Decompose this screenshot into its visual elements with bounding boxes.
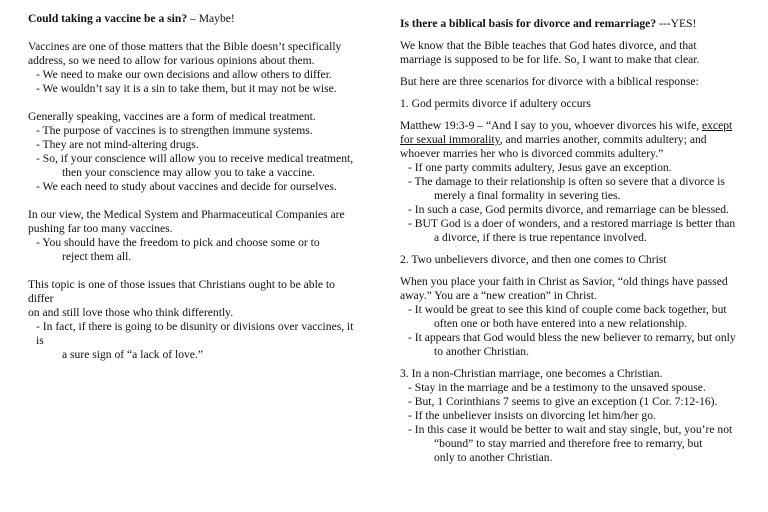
vaccine-paragraph-line: Vaccines are one of those matters that the Bible doesn’t specifically xyxy=(28,40,342,53)
vaccine-section xyxy=(28,12,363,96)
vaccine-bullet: - We wouldn’t say it is a sin to take them, but it may not be wise. xyxy=(36,82,337,95)
scenario-2 xyxy=(400,275,745,359)
intro-line: But here are three scenarios for divorce with a biblical response: xyxy=(400,75,699,88)
vaccine-heading xyxy=(28,12,363,26)
scenario-3 xyxy=(400,367,745,465)
scenario-1-bullet-continuation: a divorce, if there is true repentance involved. xyxy=(434,231,647,244)
vaccine-bullet: - We need to make our own decisions and allow others to differ. xyxy=(36,68,332,81)
system-section xyxy=(28,208,363,264)
divorce-answer: ---YES! xyxy=(656,17,697,30)
scenario-1-bullet-continuation: merely a final formality in severing ties. xyxy=(434,189,621,202)
scenario-3-bullet: - If the unbeliever insists on divorcing let him/her go. xyxy=(408,409,656,422)
system-paragraph-line: In our view, the Medical System and Pharmaceutical Companies are xyxy=(28,208,345,221)
scenario-1-bullet: - The damage to their relationship is often so severe that a divorce is xyxy=(408,175,725,188)
divorce-heading xyxy=(400,17,745,31)
scenario-1-bullet: - BUT God is a doer of wonders, and a restored marriage is better than xyxy=(408,217,736,230)
verse-text: , and marries another, commits adultery; and xyxy=(499,133,707,146)
intro-line: We know that the Bible teaches that God hates divorce, and that xyxy=(400,39,697,52)
verse-underlined: for sexual immorality xyxy=(400,133,500,146)
scenario-2-paragraph-line: When you place your faith in Christ as Savior, “old things have passed xyxy=(400,275,728,288)
love-bullet-continuation: a sure sign of “a lack of love.” xyxy=(62,348,203,361)
left-column xyxy=(28,12,363,376)
medical-bullet: - The purpose of vaccines is to strengthen immune systems. xyxy=(36,124,313,137)
scenario-3-heading: 3. In a non-Christian marriage, one becomes a Christian. xyxy=(400,367,663,380)
vaccine-answer: – Maybe! xyxy=(187,12,235,25)
scenario-1-bullet: - If one party commits adultery, Jesus gave an exception. xyxy=(408,161,672,174)
medical-section xyxy=(28,110,363,194)
medical-bullet: - So, if your conscience will allow you to receive medical treatment, xyxy=(36,152,354,165)
love-section xyxy=(28,278,363,362)
scenario-3-bullet-continuation: “bound” to stay married and therefore free to remarry, but xyxy=(434,437,703,450)
system-bullet-continuation: reject them all. xyxy=(62,250,132,263)
love-paragraph-line: on and still love those who think differently. xyxy=(28,306,234,319)
divorce-scenarios-intro xyxy=(400,75,745,89)
verse-underlined: except xyxy=(702,119,733,132)
scenario-3-bullet: - In this case it would be better to wait and stay single, but, you’re not xyxy=(408,423,733,436)
medical-bullet: - We each need to study about vaccines and decide for ourselves. xyxy=(36,180,337,193)
spacer xyxy=(28,26,363,40)
system-paragraph-line: pushing far too many vaccines. xyxy=(28,222,173,235)
verse-line xyxy=(400,119,745,133)
right-column xyxy=(400,17,745,465)
love-paragraph-line: This topic is one of those issues that Christians ought to be able to differ xyxy=(28,278,335,305)
scenario-2-heading: 2. Two unbelievers divorce, and then one comes to Christ xyxy=(400,253,667,266)
vaccine-paragraph-line: address, so we need to allow for various opinions about them. xyxy=(28,54,315,67)
scenario-1-heading: 1. God permits divorce if adultery occurs xyxy=(400,97,591,110)
medical-bullet-continuation: then your conscience may allow you to take a vaccine. xyxy=(62,166,316,179)
scenario-2-bullet-continuation: to another Christian. xyxy=(434,345,529,358)
medical-paragraph: Generally speaking, vaccines are a form of medical treatment. xyxy=(28,110,316,123)
divorce-heading-block xyxy=(400,17,745,31)
love-bullet: - In fact, if there is going to be disunity or divisions over vaccines, it is xyxy=(36,320,354,347)
scenario-3-bullet: - But, 1 Corinthians 7 seems to give an exception (1 Cor. 7:12-16). xyxy=(408,395,718,408)
scenario-3-bullet-continuation: only to another Christian. xyxy=(434,451,553,464)
verse-line: whoever marries her who is divorced commits adultery.” xyxy=(400,147,664,160)
medical-bullet: - They are not mind-altering drugs. xyxy=(36,138,199,151)
scenario-3-bullet: - Stay in the marriage and be a testimony to the unsaved spouse. xyxy=(408,381,706,394)
divorce-title: Is there a biblical basis for divorce and remarriage? xyxy=(400,17,657,30)
intro-line: marriage is supposed to be for life. So, I want to make that clear. xyxy=(400,53,700,66)
scenario-2-bullet: - It would be great to see this kind of couple come back together, but xyxy=(408,303,727,316)
verse-text: Matthew 19:3-9 – “And I say to you, whoever divorces his wife, xyxy=(400,119,703,132)
scenario-1-bullet: - In such a case, God permits divorce, and remarriage can be blessed. xyxy=(408,203,729,216)
scenario-2-paragraph-line: away.” You are a “new creation” in Christ. xyxy=(400,289,597,302)
system-bullet: - You should have the freedom to pick and choose some or to xyxy=(36,236,320,249)
scenario-2-bullet: - It appears that God would bless the new believer to remarry, but only xyxy=(408,331,736,344)
scenario-2-heading-block xyxy=(400,253,745,267)
scenario-1 xyxy=(400,119,745,245)
vaccine-title: Could taking a vaccine be a sin? xyxy=(28,12,188,25)
verse-line xyxy=(400,133,745,147)
divorce-intro xyxy=(400,39,745,67)
scenario-1-heading-block xyxy=(400,97,745,111)
scenario-2-bullet-continuation: often one or both have entered into a new relationship. xyxy=(434,317,688,330)
